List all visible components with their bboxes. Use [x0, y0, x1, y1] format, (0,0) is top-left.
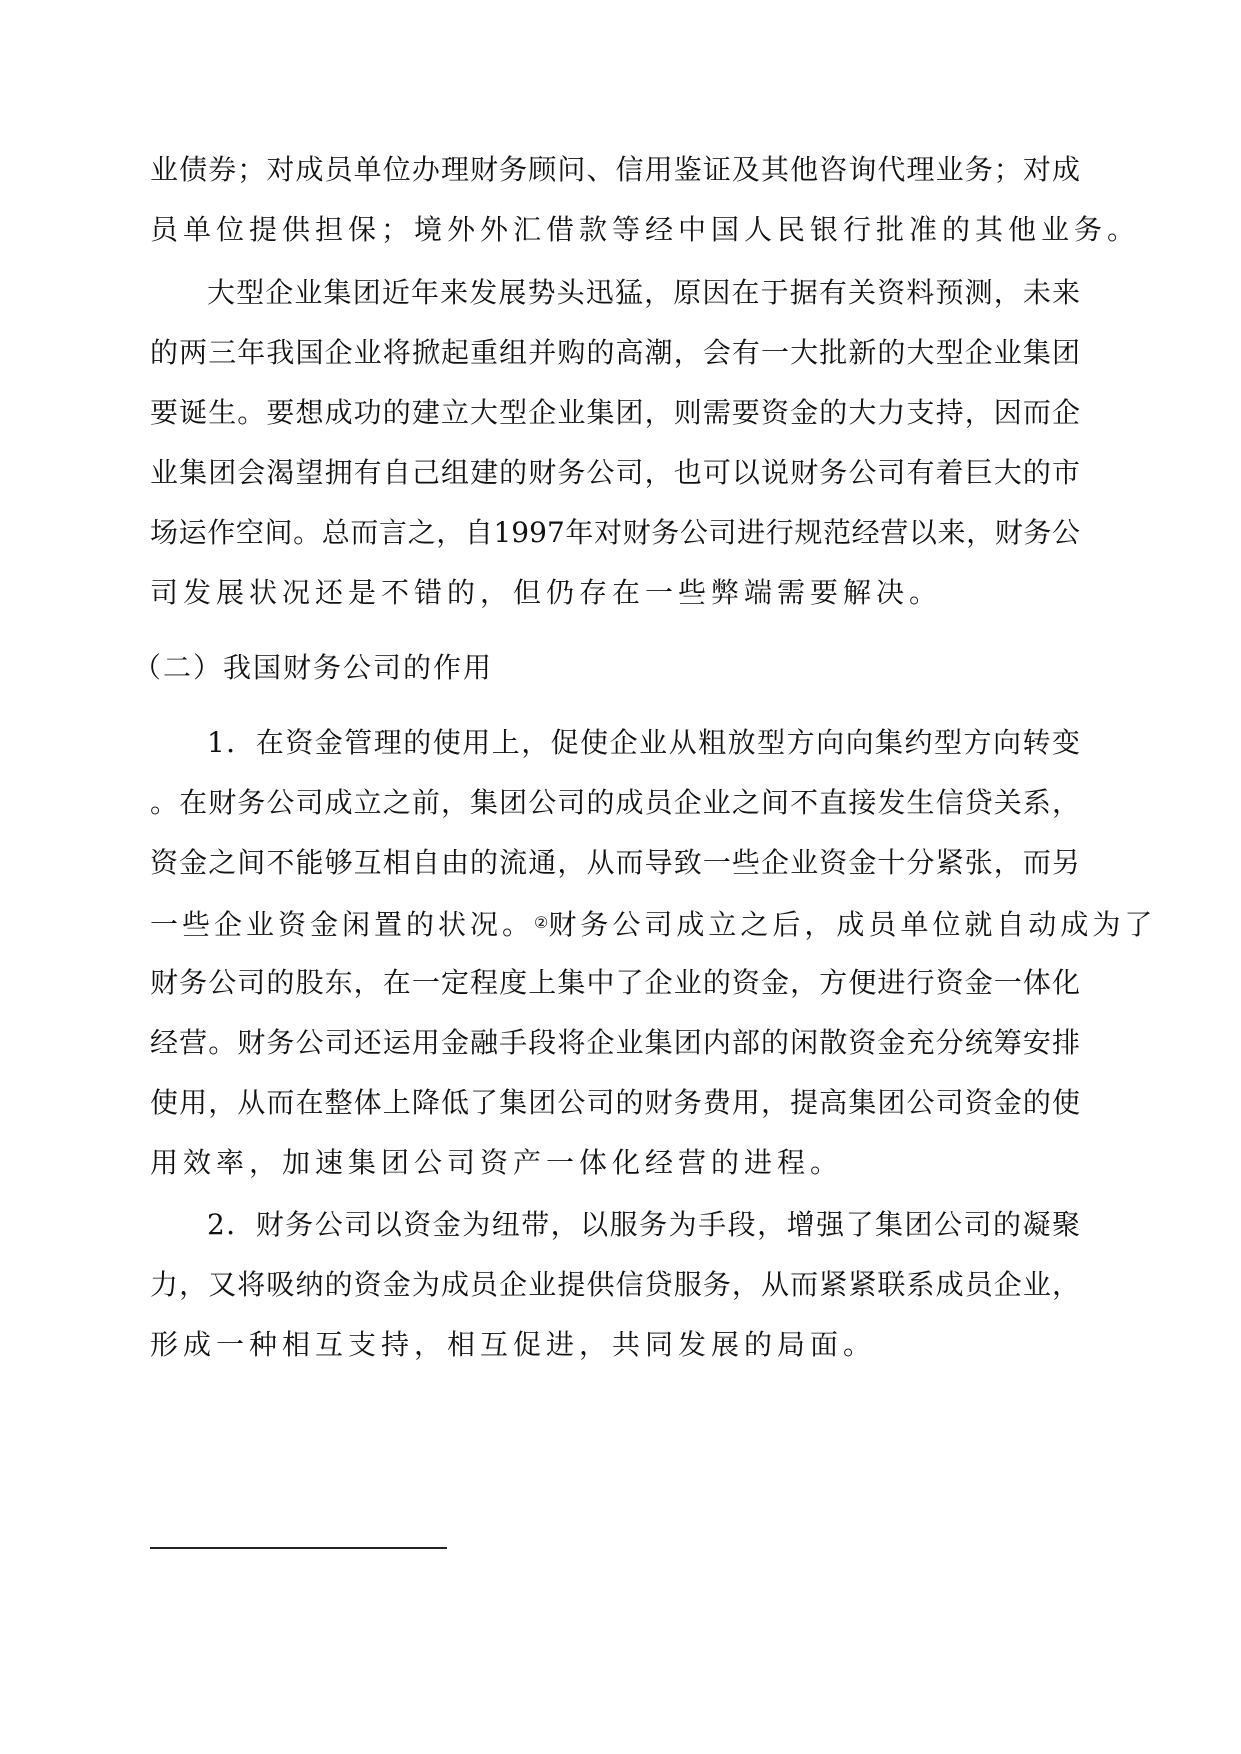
- paragraph-line: 场运作空间。总而言之，自1997年对财务公司进行规范经营以来，财务公: [150, 516, 1080, 549]
- paragraph-line: 资金之间不能够互相自由的流通，从而导致一些企业资金十分紧张，而另: [150, 846, 1080, 879]
- footnote-separator: [150, 1547, 447, 1549]
- paragraph-line: 2．财务公司以资金为纽带，以服务为手段，增强了集团公司的凝聚: [207, 1208, 1080, 1241]
- section-heading: （二）我国财务公司的作用: [133, 651, 494, 684]
- paragraph-line: 司发展状况还是不错的，但仍存在一些弊端需要解决。: [150, 576, 943, 609]
- paragraph-line: 业集团会渴望拥有自己组建的财务公司，也可以说财务公司有着巨大的市: [150, 456, 1080, 489]
- paragraph-line: 财务公司的股东，在一定程度上集中了企业的资金，方便进行资金一体化: [150, 966, 1080, 999]
- paragraph-line: 力，又将吸纳的资金为成员企业提供信贷服务，从而紧紧联系成员企业，: [150, 1268, 1080, 1301]
- paragraph-text: 财务公司成立之后，成员单位就自动成为了: [548, 908, 1157, 941]
- paragraph-text: 一些企业资金闲置的状况。: [150, 908, 535, 941]
- paragraph-line: 要诞生。要想成功的建立大型企业集团，则需要资金的大力支持，因而企: [150, 396, 1080, 429]
- paragraph-line: 形成一种相互支持，相互促进，共同发展的局面。: [150, 1328, 877, 1361]
- paragraph-line: 的两三年我国企业将掀起重组并购的高潮，会有一大批新的大型企业集团: [150, 336, 1080, 369]
- paragraph-line: 大型企业集团近年来发展势头迅猛，原因在于据有关资料预测，未来: [207, 276, 1080, 309]
- footnote-marker[interactable]: ②: [534, 913, 549, 932]
- paragraph-line: 业债券；对成员单位办理财务顾问、信用鉴证及其他咨询代理业务；对成: [150, 153, 1080, 186]
- paragraph-line: 1．在资金管理的使用上，促使企业从粗放型方向向集约型方向转变: [207, 726, 1080, 759]
- paragraph-line: 。在财务公司成立之前，集团公司的成员企业之间不直接发生信贷关系，: [150, 786, 1080, 819]
- paragraph-line: 经营。财务公司还运用金融手段将企业集团内部的闲散资金充分统筹安排: [150, 1026, 1080, 1059]
- paragraph-line: 员单位提供担保；境外外汇借款等经中国人民银行批准的其他业务。: [150, 213, 1141, 246]
- paragraph-line: 使用，从而在整体上降低了集团公司的财务费用，提高集团公司资金的使: [150, 1086, 1080, 1119]
- paragraph-line: 用效率，加速集团公司资产一体化经营的进程。: [150, 1146, 844, 1179]
- paragraph-line: [150, 903, 1157, 943]
